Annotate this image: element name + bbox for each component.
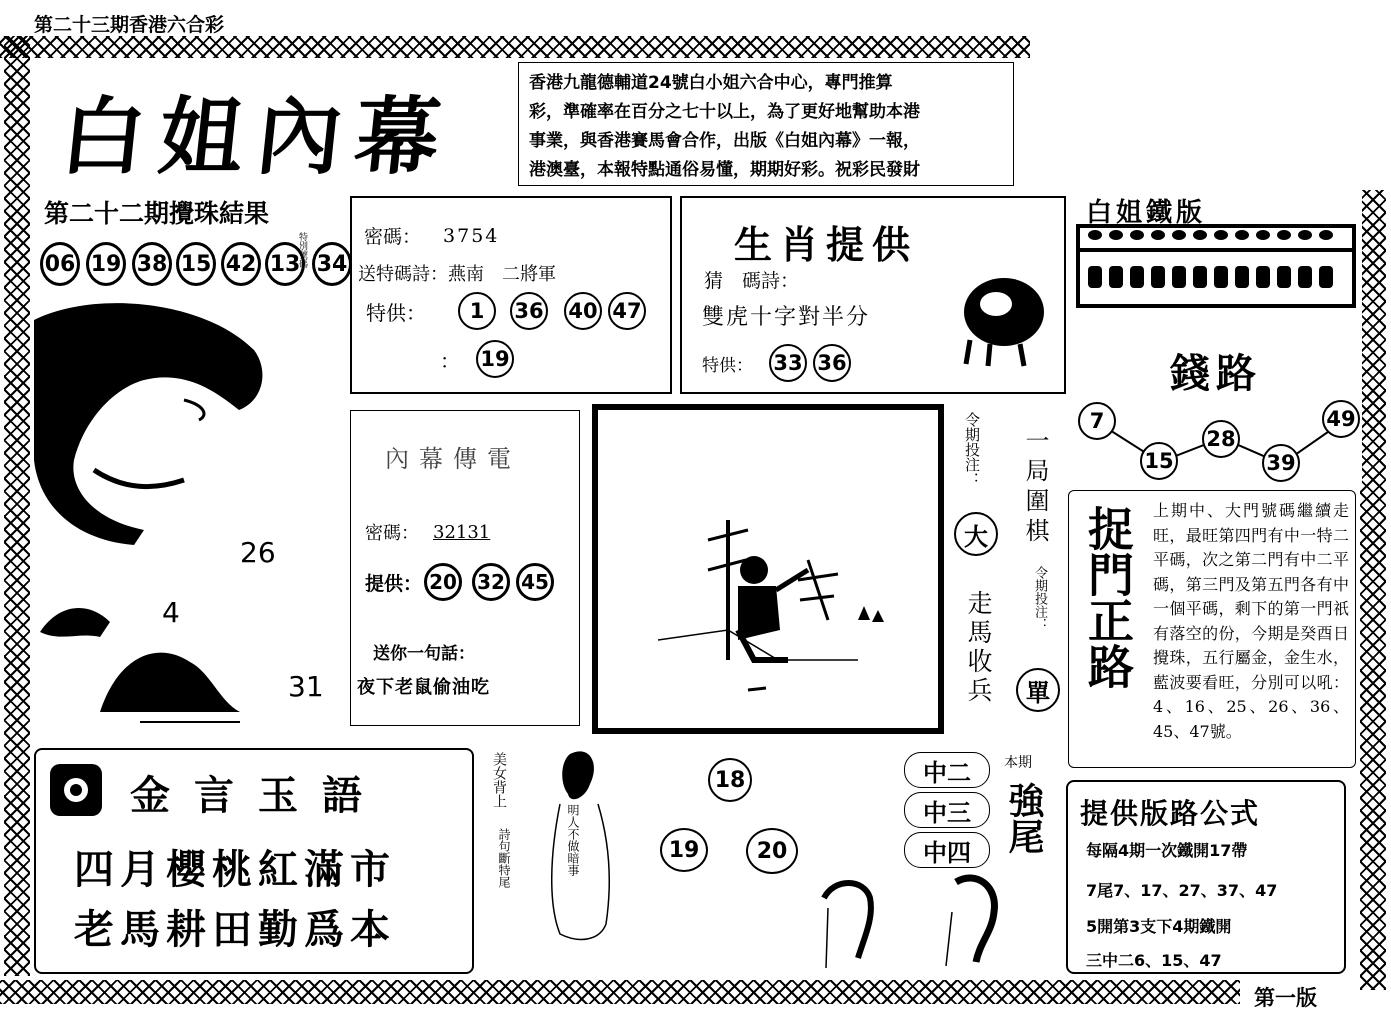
poem-text: 燕南 二將軍 — [448, 264, 556, 285]
number-circle: 1 — [458, 292, 496, 330]
number-circle: 33 — [769, 344, 807, 382]
tiger-illustration — [950, 260, 1054, 370]
right-ornament-border — [1360, 190, 1386, 990]
this-issue-label: 本期 — [1004, 755, 1032, 771]
landscape-sketch — [40, 592, 250, 732]
result-ball: 06 — [40, 242, 80, 286]
number-circle: 18 — [708, 758, 752, 802]
number-circle: 32 — [472, 563, 510, 601]
door-title: 捉門正路 — [1081, 505, 1135, 689]
left-ornament-border — [4, 36, 30, 976]
inner-box-title: 內幕傳電 — [385, 445, 521, 473]
beauty-label: 美女背上 — [491, 752, 507, 808]
zodiac-poem: 雙虎十字對半分 — [702, 305, 871, 330]
tail-item: 中四 — [904, 832, 990, 868]
number-circle: 36 — [813, 344, 851, 382]
abacus-beads — [1088, 230, 1333, 240]
formula-title: 提供版路公式 — [1080, 797, 1261, 830]
special-offer-label: 特供： — [366, 300, 426, 325]
tail-item: 中三 — [904, 792, 990, 828]
result-ball: 42 — [221, 242, 261, 286]
beauty-label-2: 詩句斷特尾 — [497, 828, 511, 888]
left-number-31: 31 — [288, 670, 324, 703]
number-circle: 39 — [1262, 444, 1300, 482]
special-ball: 34 — [312, 242, 352, 286]
number-circle: 36 — [510, 292, 548, 330]
extra-label: ： — [440, 348, 460, 373]
number-circle: 47 — [608, 292, 646, 330]
result-ball: 38 — [132, 242, 172, 286]
abacus-beads-lower — [1088, 266, 1333, 288]
beauty-back-illustration — [540, 744, 620, 944]
money-box-title: 白姐鐵版 — [1086, 198, 1207, 228]
zodiac-poem-label: 猜 碼詩： — [704, 270, 800, 292]
bet-label-1: 令期投注： — [963, 412, 981, 487]
masthead: 白姐內幕 — [56, 87, 459, 186]
center-picture-frame — [592, 404, 944, 734]
poem-label: 送特碼詩： — [358, 264, 448, 285]
number-circle: 20 — [746, 828, 798, 874]
ornament-icon — [48, 762, 104, 818]
secret-code-box — [350, 196, 672, 394]
result-ball: 13 — [265, 242, 305, 286]
bottom-ornament-border — [0, 980, 1240, 1004]
go-chess-phrase: 一局圍棋 — [1021, 428, 1049, 548]
left-number-4: 4 — [162, 596, 180, 629]
code-label: 密碼： — [364, 226, 422, 248]
golden-line-1: 四月櫻桃紅滿市 — [74, 847, 396, 893]
door-text: 上期中、大門號碼繼續走旺，最旺第四門有中一特二平碼，次之第二門有中二平碼，第三門及第五門各有中一個平碼，剩下的第一門祇有落空的份，今期是癸酉日攪珠，五行屬金，金生水，藍波要看旺，分別可以吼：4、16、25、26、36、45、47號。 — [1153, 501, 1349, 741]
formula-line: 5開第3支下4期鐵開 — [1086, 917, 1232, 936]
number-circle: 7 — [1078, 402, 1116, 440]
intro-line: 事業，與香港賽馬會合作，出版《白姐內幕》一報， — [529, 131, 920, 151]
inner-code-box — [350, 410, 580, 726]
figure-sketch-1 — [814, 878, 878, 978]
golden-title: 金言玉語 — [130, 773, 386, 819]
formula-line: 三中二6、15、47 — [1086, 951, 1222, 970]
intro-line: 彩，準確率在百分之七十以上，為了更好地幫助本港 — [529, 102, 920, 122]
golden-words-box — [34, 748, 474, 974]
number-circle: 20 — [424, 563, 462, 601]
issue-title: 第二十三期香港六合彩 — [34, 14, 225, 36]
number-circle: 28 — [1202, 420, 1240, 458]
result-ball: 19 — [86, 242, 126, 286]
number-circle: 45 — [516, 563, 554, 601]
figure-sketch-2 — [936, 872, 1006, 972]
inner-code-value: 32131 — [433, 521, 491, 543]
tail-item: 中二 — [904, 752, 990, 788]
woman-portrait-illustration — [34, 290, 274, 550]
left-number-26: 26 — [240, 536, 276, 569]
zodiac-special-label: 特供： — [702, 355, 753, 376]
saying-label: 送你一句話： — [373, 644, 475, 664]
code-value: 3754 — [443, 224, 500, 247]
number-circle: 40 — [564, 292, 602, 330]
saying-text: 夜下老鼠偷油吃 — [357, 677, 490, 698]
page-label: 第一版 — [1250, 982, 1321, 1012]
inner-offer-label: 提供： — [365, 572, 423, 595]
door-analysis-box — [1068, 490, 1356, 768]
money-road-subtitle: 錢路 — [1170, 351, 1262, 397]
number-circle: 15 — [1140, 442, 1178, 480]
inner-code-label: 密碼： — [365, 523, 419, 544]
formula-line: 每隔4期一次鐵開17帶 — [1086, 841, 1248, 860]
number-circle: 19 — [660, 828, 708, 872]
zodiac-box — [680, 196, 1066, 394]
intro-line: 港澳臺，本報特點通俗易懂，期期好彩。祝彩民發財 — [529, 160, 920, 180]
intro-line: 香港九龍德輔道24號白小姐六合中心，專門推算 — [529, 73, 893, 93]
results-title: 第二十二期攪珠結果 — [44, 199, 270, 228]
special-number-label: 特別號碼 — [297, 232, 307, 268]
number-circle: 19 — [476, 340, 514, 378]
formula-line: 7尾7、17、27、37、47 — [1086, 881, 1278, 900]
intro-box — [518, 62, 1014, 186]
strong-tail-label: 強尾 — [1003, 782, 1044, 854]
number-circle: 49 — [1322, 400, 1360, 438]
big-circle: 大 — [954, 512, 998, 556]
formula-box — [1066, 780, 1346, 974]
result-ball: 15 — [176, 242, 216, 286]
money-road-box — [1066, 192, 1362, 488]
beauty-bubble: 明人不做暗事 — [566, 804, 580, 876]
bet-label-2: 令期投注： — [1032, 566, 1047, 631]
woodcutter-illustration — [658, 510, 898, 710]
top-ornament-border — [0, 36, 1030, 58]
golden-line-2: 老馬耕田勤爲本 — [74, 907, 396, 953]
single-circle: 單 — [1016, 668, 1060, 712]
zodiac-title: 生肖提供 — [734, 223, 919, 267]
horse-phrase: 走馬收兵 — [964, 590, 993, 706]
